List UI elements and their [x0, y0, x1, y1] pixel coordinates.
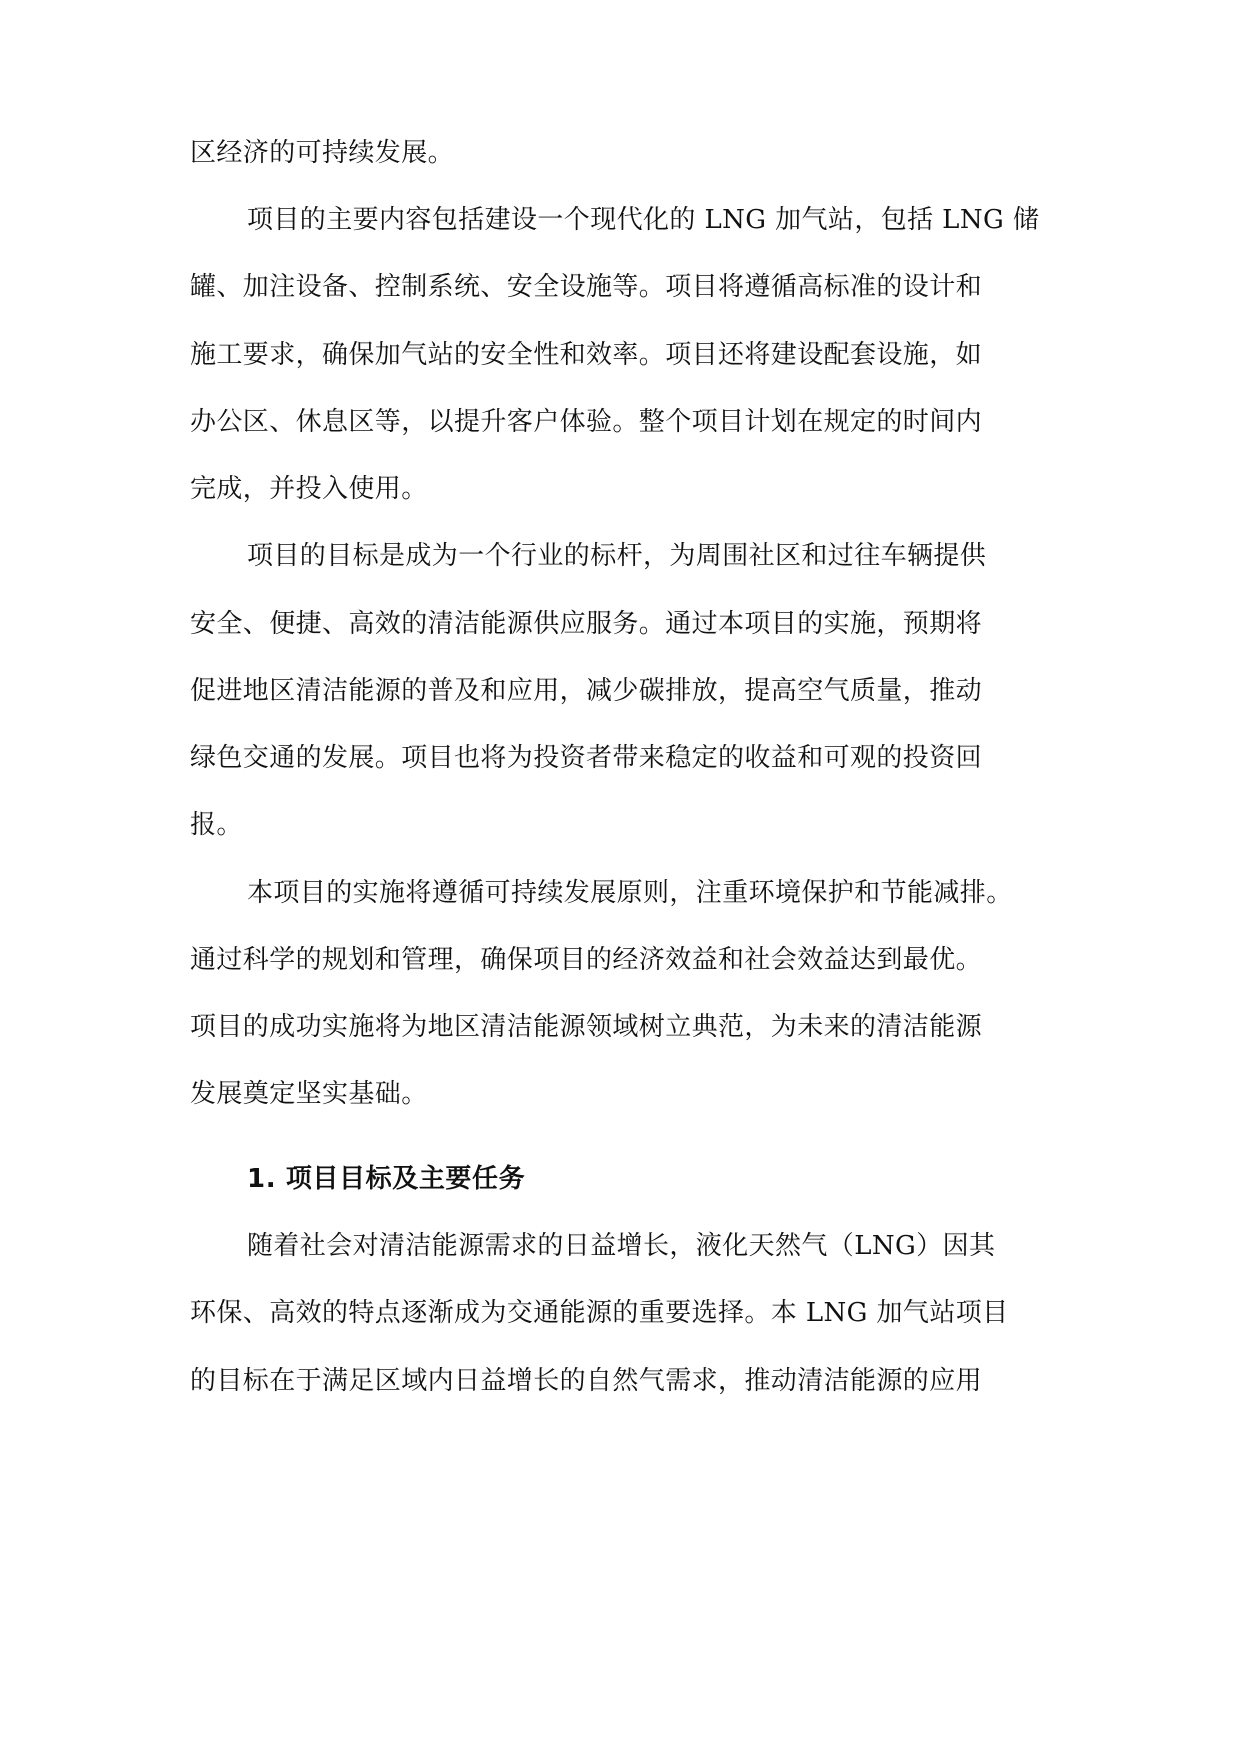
paragraph-5-line-1: 随着社会对清洁能源需求的日益增长，液化天然气（LNG）因其 [247, 1231, 996, 1261]
paragraph-4-line-4: 发展奠定坚实基础。 [190, 1079, 428, 1109]
paragraph-2-line-2: 罐、加注设备、控制系统、安全设施等。项目将遵循高标准的设计和 [190, 272, 983, 302]
paragraph-2-line-5: 完成，并投入使用。 [190, 474, 428, 504]
paragraph-2-line-3: 施工要求，确保加气站的安全性和效率。项目还将建设配套设施，如 [190, 340, 983, 370]
paragraph-3-line-2: 安全、便捷、高效的清洁能源供应服务。通过本项目的实施，预期将 [190, 609, 983, 639]
section-heading: 1. 项目目标及主要任务 [247, 1164, 526, 1194]
paragraph-3-line-4: 绿色交通的发展。项目也将为投资者带来稳定的收益和可观的投资回 [190, 743, 983, 773]
paragraph-1-line-1: 区经济的可持续发展。 [190, 138, 455, 168]
paragraph-5-line-2: 环保、高效的特点逐渐成为交通能源的重要选择。本 LNG 加气站项目 [190, 1298, 1009, 1328]
paragraph-4-line-2: 通过科学的规划和管理，确保项目的经济效益和社会效益达到最优。 [190, 945, 983, 975]
paragraph-4-line-3: 项目的成功实施将为地区清洁能源领域树立典范，为未来的清洁能源 [190, 1012, 983, 1042]
paragraph-2-line-4: 办公区、休息区等，以提升客户体验。整个项目计划在规定的时间内 [190, 407, 983, 437]
paragraph-5-line-3: 的目标在于满足区域内日益增长的自然气需求，推动清洁能源的应用 [190, 1366, 983, 1396]
paragraph-4-line-1: 本项目的实施将遵循可持续发展原则，注重环境保护和节能减排。 [247, 878, 1013, 908]
paragraph-3-line-3: 促进地区清洁能源的普及和应用，减少碳排放，提高空气质量，推动 [190, 676, 983, 706]
paragraph-3-line-1: 项目的目标是成为一个行业的标杆，为周围社区和过往车辆提供 [247, 541, 987, 571]
paragraph-2-line-1: 项目的主要内容包括建设一个现代化的 LNG 加气站，包括 LNG 储 [247, 205, 1040, 235]
paragraph-3-line-5: 报。 [190, 810, 243, 840]
